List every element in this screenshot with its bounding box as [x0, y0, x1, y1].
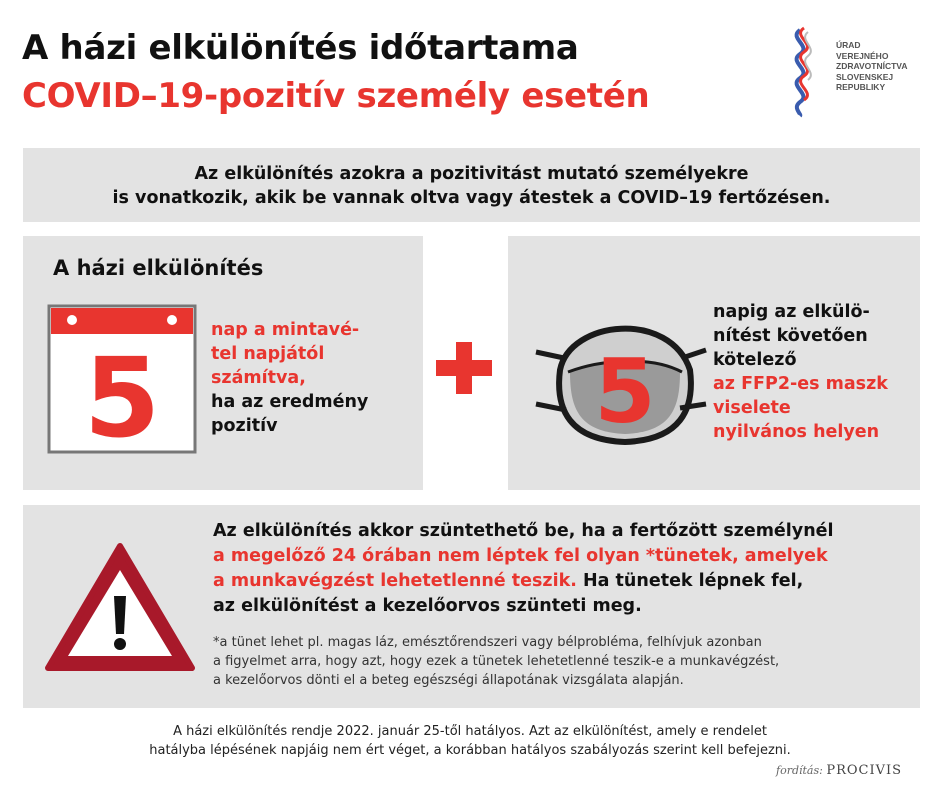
logo-line: REPUBLIKY: [836, 82, 886, 92]
logo-line: ZDRAVOTNÍCTVA: [836, 61, 908, 71]
mask-line: nítést követően: [713, 326, 868, 346]
intro-text: [23, 162, 920, 210]
footnote-line: a kezelőorvos dönti el a beteg egészségi állapotának vizsgálata alapján.: [213, 673, 684, 688]
warning-footnote: [213, 633, 903, 690]
warning-text: [213, 519, 913, 619]
institution-name: [836, 40, 907, 93]
logo-line: ÚRAD: [836, 40, 861, 50]
mask-day-number: 5: [594, 340, 656, 443]
mask-line: nyilvános helyen: [713, 422, 880, 442]
intro-line: Az elkülönítés azokra a pozitivitást mutató személyekre: [194, 164, 749, 184]
isolation-line: nap a mintavé-: [211, 320, 360, 340]
calendar-day-number: 5: [83, 334, 161, 454]
isolation-line: pozitív: [211, 416, 278, 436]
mask-line: napig az elkülö-: [713, 302, 870, 322]
calendar-icon: [47, 304, 197, 454]
isolation-line: számítva,: [211, 368, 306, 388]
isolation-heading: A házi elkülönítés: [53, 256, 264, 280]
translation-credit: [776, 763, 902, 778]
mask-line: az FFP2-es maszk: [713, 374, 888, 394]
footer-line: A házi elkülönítés rendje 2022. január 25-től hatályos. Azt az elkülönítést, amely e rendelet: [173, 724, 767, 739]
footnote-line: a figyelmet arra, hogy azt, hogy ezek a tünetek lehetetlenné teszik-e a munkavégzést,: [213, 654, 780, 669]
translation-label: fordítás:: [776, 764, 823, 777]
intro-line: is vonatkozik, akik be vannak oltva vagy átestek a COVID–19 fertőzésen.: [112, 188, 831, 208]
translation-brand: PROCIVIS: [826, 763, 903, 778]
intro-box: [23, 148, 920, 222]
warning-line-mixed: [213, 569, 913, 594]
footer-line: hatályba lépésének napjáig nem ért véget, a korábban hatályos szabályozás szerint kell befejezni.: [149, 743, 791, 758]
warning-line: a megelőző 24 órában nem léptek fel olyan *tünetek, amelyek: [213, 546, 828, 566]
footnote-line: *a tünet lehet pl. magas láz, emésztőrendszeri vagy bélprobléma, felhívjuk azonban: [213, 635, 762, 650]
mask-line: viselete: [713, 398, 791, 418]
isolation-line: tel napjától: [211, 344, 325, 364]
logo-line: VEREJNÉHO: [836, 50, 889, 61]
warning-dark-part: Ha tünetek lépnek fel,: [576, 571, 804, 591]
warning-line: az elkülönítést a kezelőorvos szünteti meg.: [213, 596, 642, 616]
isolation-line: ha az eredmény: [211, 392, 369, 412]
page-title: A házi elkülönítés időtartama: [22, 28, 579, 68]
warning-triangle-icon: [44, 540, 196, 674]
page-subtitle: COVID–19-pozitív személy esetén: [22, 76, 650, 116]
plus-icon: [436, 342, 492, 394]
ffp2-mask-icon: [530, 300, 710, 450]
isolation-description: [211, 318, 411, 438]
mask-description: [713, 300, 918, 444]
warning-line: Az elkülönítés akkor szüntethető be, ha a fertőzött személynél: [213, 521, 834, 541]
mask-line: kötelező: [713, 350, 797, 370]
footer-note: [0, 722, 940, 760]
isolation-box: [23, 236, 423, 490]
warning-red-part: a munkavégzést lehetetlenné teszik.: [213, 571, 577, 591]
logo-line: SLOVENSKEJ: [836, 71, 894, 82]
